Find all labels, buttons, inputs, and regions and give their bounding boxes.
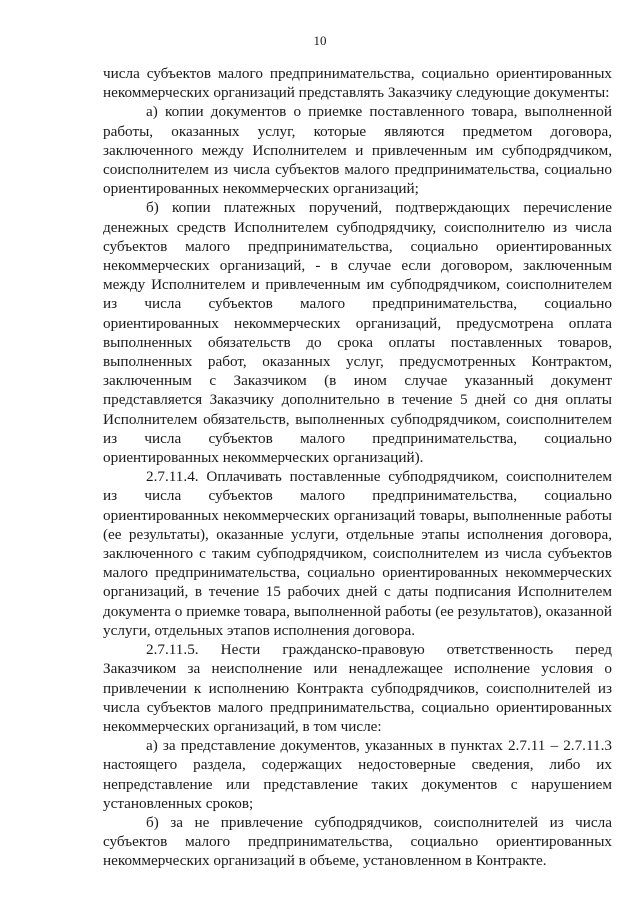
paragraph-item-b-liability-volume: б) за не привлечение субподрядчиков, соисполнителей из числа субъектов малого предпринимательства, социально ориентированных некоммерческих организаций в объеме, установленном в Контракте.	[103, 813, 612, 870]
paragraph-clause-2-7-11-4: 2.7.11.4. Оплачивать поставленные субподрядчиком, соисполнителем из числа субъектов малого предпринимательства, социально ориентированных некоммерческих организаций товары, выполненные работы (ее результаты), оказанные услуги, отдельные этапы исполнения договора, заключенного с таким субподрядчиком, соисполнителем из числа субъектов малого предпринимательства, социально ориентированных некоммерческих организаций, в течение 15 рабочих дней с даты подписания Исполнителем документа о приемке товара, выполненной работы (ее результатов), оказанной услуги, отдельных этапов исполнения договора.	[103, 468, 612, 639]
paragraph-item-a-liability-documents: а) за представление документов, указанных в пунктах 2.7.11 – 2.7.11.3 настоящего раздела, содержащих недостоверные сведения, либо их непредставление или представление таких документов с нарушением установленных сроков;	[103, 737, 612, 812]
paragraph-item-b-payment-orders: б) копии платежных поручений, подтверждающих перечисление денежных средств Исполнителем субподрядчику, соисполнителю из числа субъектов малого предпринимательства, социально ориентированных некоммерческих организаций, - в случае если договором, заключенным между Исполнителем и привлеченным им субподрядчиком, соисполнителем из числа субъектов малого предпринимательства, социально ориентированных некоммерческих организаций, предусмотрена оплата выполненных обязательств до срока оплаты поставленных товаров, выполненных работ, оказанных услуг, предусмотренных Контрактом, заключенным с Заказчиком (в ином случае указанный документ представляется Заказчику дополнительно в течение 5 дней со дня оплаты Исполнителем обязательств, выполненных субподрядчиком, соисполнителем из числа субъектов малого предпринимательства, социально ориентированных некоммерческих организаций).	[103, 199, 612, 467]
page-number: 10	[313, 33, 327, 48]
paragraph-continuation: числа субъектов малого предпринимательства, социально ориентированных некоммерческих организаций представлять Заказчику следующие документы:	[103, 65, 612, 102]
paragraph-item-a-acceptance-documents: а) копии документов о приемке поставленного товара, выполненной работы, оказанных услуг, которые являются предметом договора, заключенного между Исполнителем и привлеченным им субподрядчиком, соисполнителем из числа субъектов малого предпринимательства, социально ориентированных некоммерческих организаций;	[103, 103, 612, 198]
document-body	[103, 64, 612, 871]
paragraph-clause-2-7-11-5: 2.7.11.5. Нести гражданско-правовую ответственность перед Заказчиком за неисполнение или ненадлежащее исполнение условия о привлечении к исполнению Контракта субподрядчиков, соисполнителей из числа субъектов малого предпринимательства, социально ориентированных некоммерческих организаций, в том числе:	[103, 641, 612, 735]
